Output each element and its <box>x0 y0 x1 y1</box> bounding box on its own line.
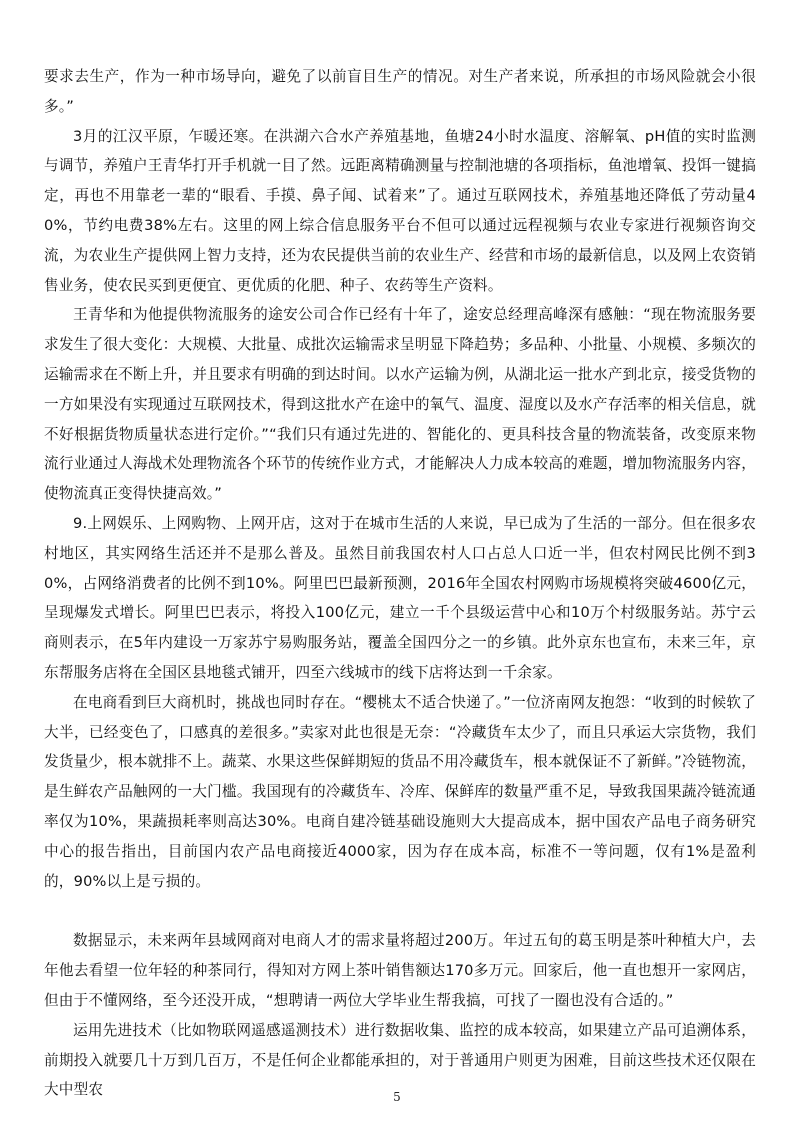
page-number: 5 <box>393 1090 401 1104</box>
paragraph-technology-cost: 运用先进技术（比如物联网遥感遥测技术）进行数据收集、监控的成本较高，如果建立产品可追溯体系，前期投入就要几十万到几百万，不是任何企业都能承担的，对于普通用户则更为困难，目前这些技术还仅限在大中型农 <box>44 1021 756 1099</box>
paragraph-continuation: 要求去生产，作为一种市场导向，避免了以前盲目生产的情况。对生产者来说，所承担的市场风险就会小很多。” <box>44 68 756 115</box>
paragraph-rural-ecommerce: 9.上网娱乐、上网购物、上网开店，这对于在城市生活的人来说，早已成为了生活的一部分。但在很多农村地区，其实网络生活还并不是那么普及。虽然目前我国农村人口占总人口近一半，但农村网民比例不到30%，占网络消费者的比例不到10%。阿里巴巴最新预测，2016年全国农村网购市场规模将突破4600亿元，呈现爆发式增长。阿里巴巴表示，将投入100亿元，建立一千个县级运营中心和10万个村级服务站。苏宁云商则表示，在5年内建设一万家苏宁易购服务站，覆盖全国四分之一的乡镇。此外京东也宣布，未来三年，京东帮服务店将在全国区县地毯式铺开，四至六线城市的线下店将达到一千余家。 <box>44 514 756 681</box>
paragraph-aquaculture: 3月的江汉平原，乍暖还寒。在洪湖六合水产养殖基地，鱼塘24小时水温度、溶解氧、pH值的实时监测与调节，养殖户王青华打开手机就一目了然。远距离精确测量与控制池塘的各项指标，鱼池增氧、投饵一键搞定，再也不用靠老一辈的“眼看、手摸、鼻子闻、试着来”了。通过互联网技术，养殖基地还降低了劳动量40%，节约电费38%左右。这里的网上综合信息服务平台不但可以通过远程视频与农业专家进行视频咨询交流，为农业生产提供网上智力支持，还为农民提供当前的农业生产、经营和市场的最新信息，以及网上农资销售业务，使农民买到更便宜、更优质的化肥、种子、农药等生产资料。 <box>44 127 756 294</box>
body-text <box>44 62 756 1105</box>
paragraph-gap <box>44 896 756 926</box>
paragraph-logistics: 王青华和为他提供物流服务的途安公司合作已经有十年了，途安总经理高峰深有感触：“现在物流服务要求发生了很大变化：大规模、大批量、成批次运输需求呈明显下降趋势；多品种、小批量、小规模、多频次的运输需求在不断上升，并且要求有明确的到达时间。以水产运输为例，从湖北运一批水产到北京，接受货物的一方如果没有实现通过互联网技术，得到这批水产在途中的氧气、温度、湿度以及水产存活率的相关信息，就不好根据货物质量状态进行定价。”“我们只有通过先进的、智能化的、更具科技含量的物流装备，改变原来物流行业通过人海战术处理物流各个环节的传统作业方式，才能解决人力成本较高的难题，增加物流服务内容，使物流真正变得快捷高效。” <box>44 306 756 503</box>
paragraph-talent-demand: 数据显示，未来两年县域网商对电商人才的需求量将超过200万。年过五旬的葛玉明是茶叶种植大户，去年他去看望一位年轻的种茶同行，得知对方网上茶叶销售额达170多万元。回家后，他一直也想开一家网店，但由于不懂网络，至今还没开成，“想聘请一两位大学毕业生帮我搞，可找了一圈也没有合适的。” <box>44 932 756 1009</box>
paragraph-cold-chain: 在电商看到巨大商机时，挑战也同时存在。“樱桃太不适合快递了。”一位济南网友抱怨：“收到的时候软了大半，已经变色了，口感真的差很多。”卖家对此也很是无奈：“冷藏货车太少了，而且只承运大宗货物，我们发货量少，根本就排不上。蔬菜、水果这些保鲜期短的货品不用冷藏货车，根本就保证不了新鲜。”冷链物流，是生鲜农产品触网的一大门槛。我国现有的冷藏货车、冷库、保鲜库的数量严重不足，导致我国果蔬冷链流通率仅为10%，果蔬损耗率则高达30%。电商自建冷链基础设施则大大提高成本，据中国农产品电子商务研究中心的报告指出，目前国内农产品电商接近4000家，因为存在成本高，标准不一等问题，仅有1%是盈利的，90%以上是亏损的。 <box>44 693 756 890</box>
